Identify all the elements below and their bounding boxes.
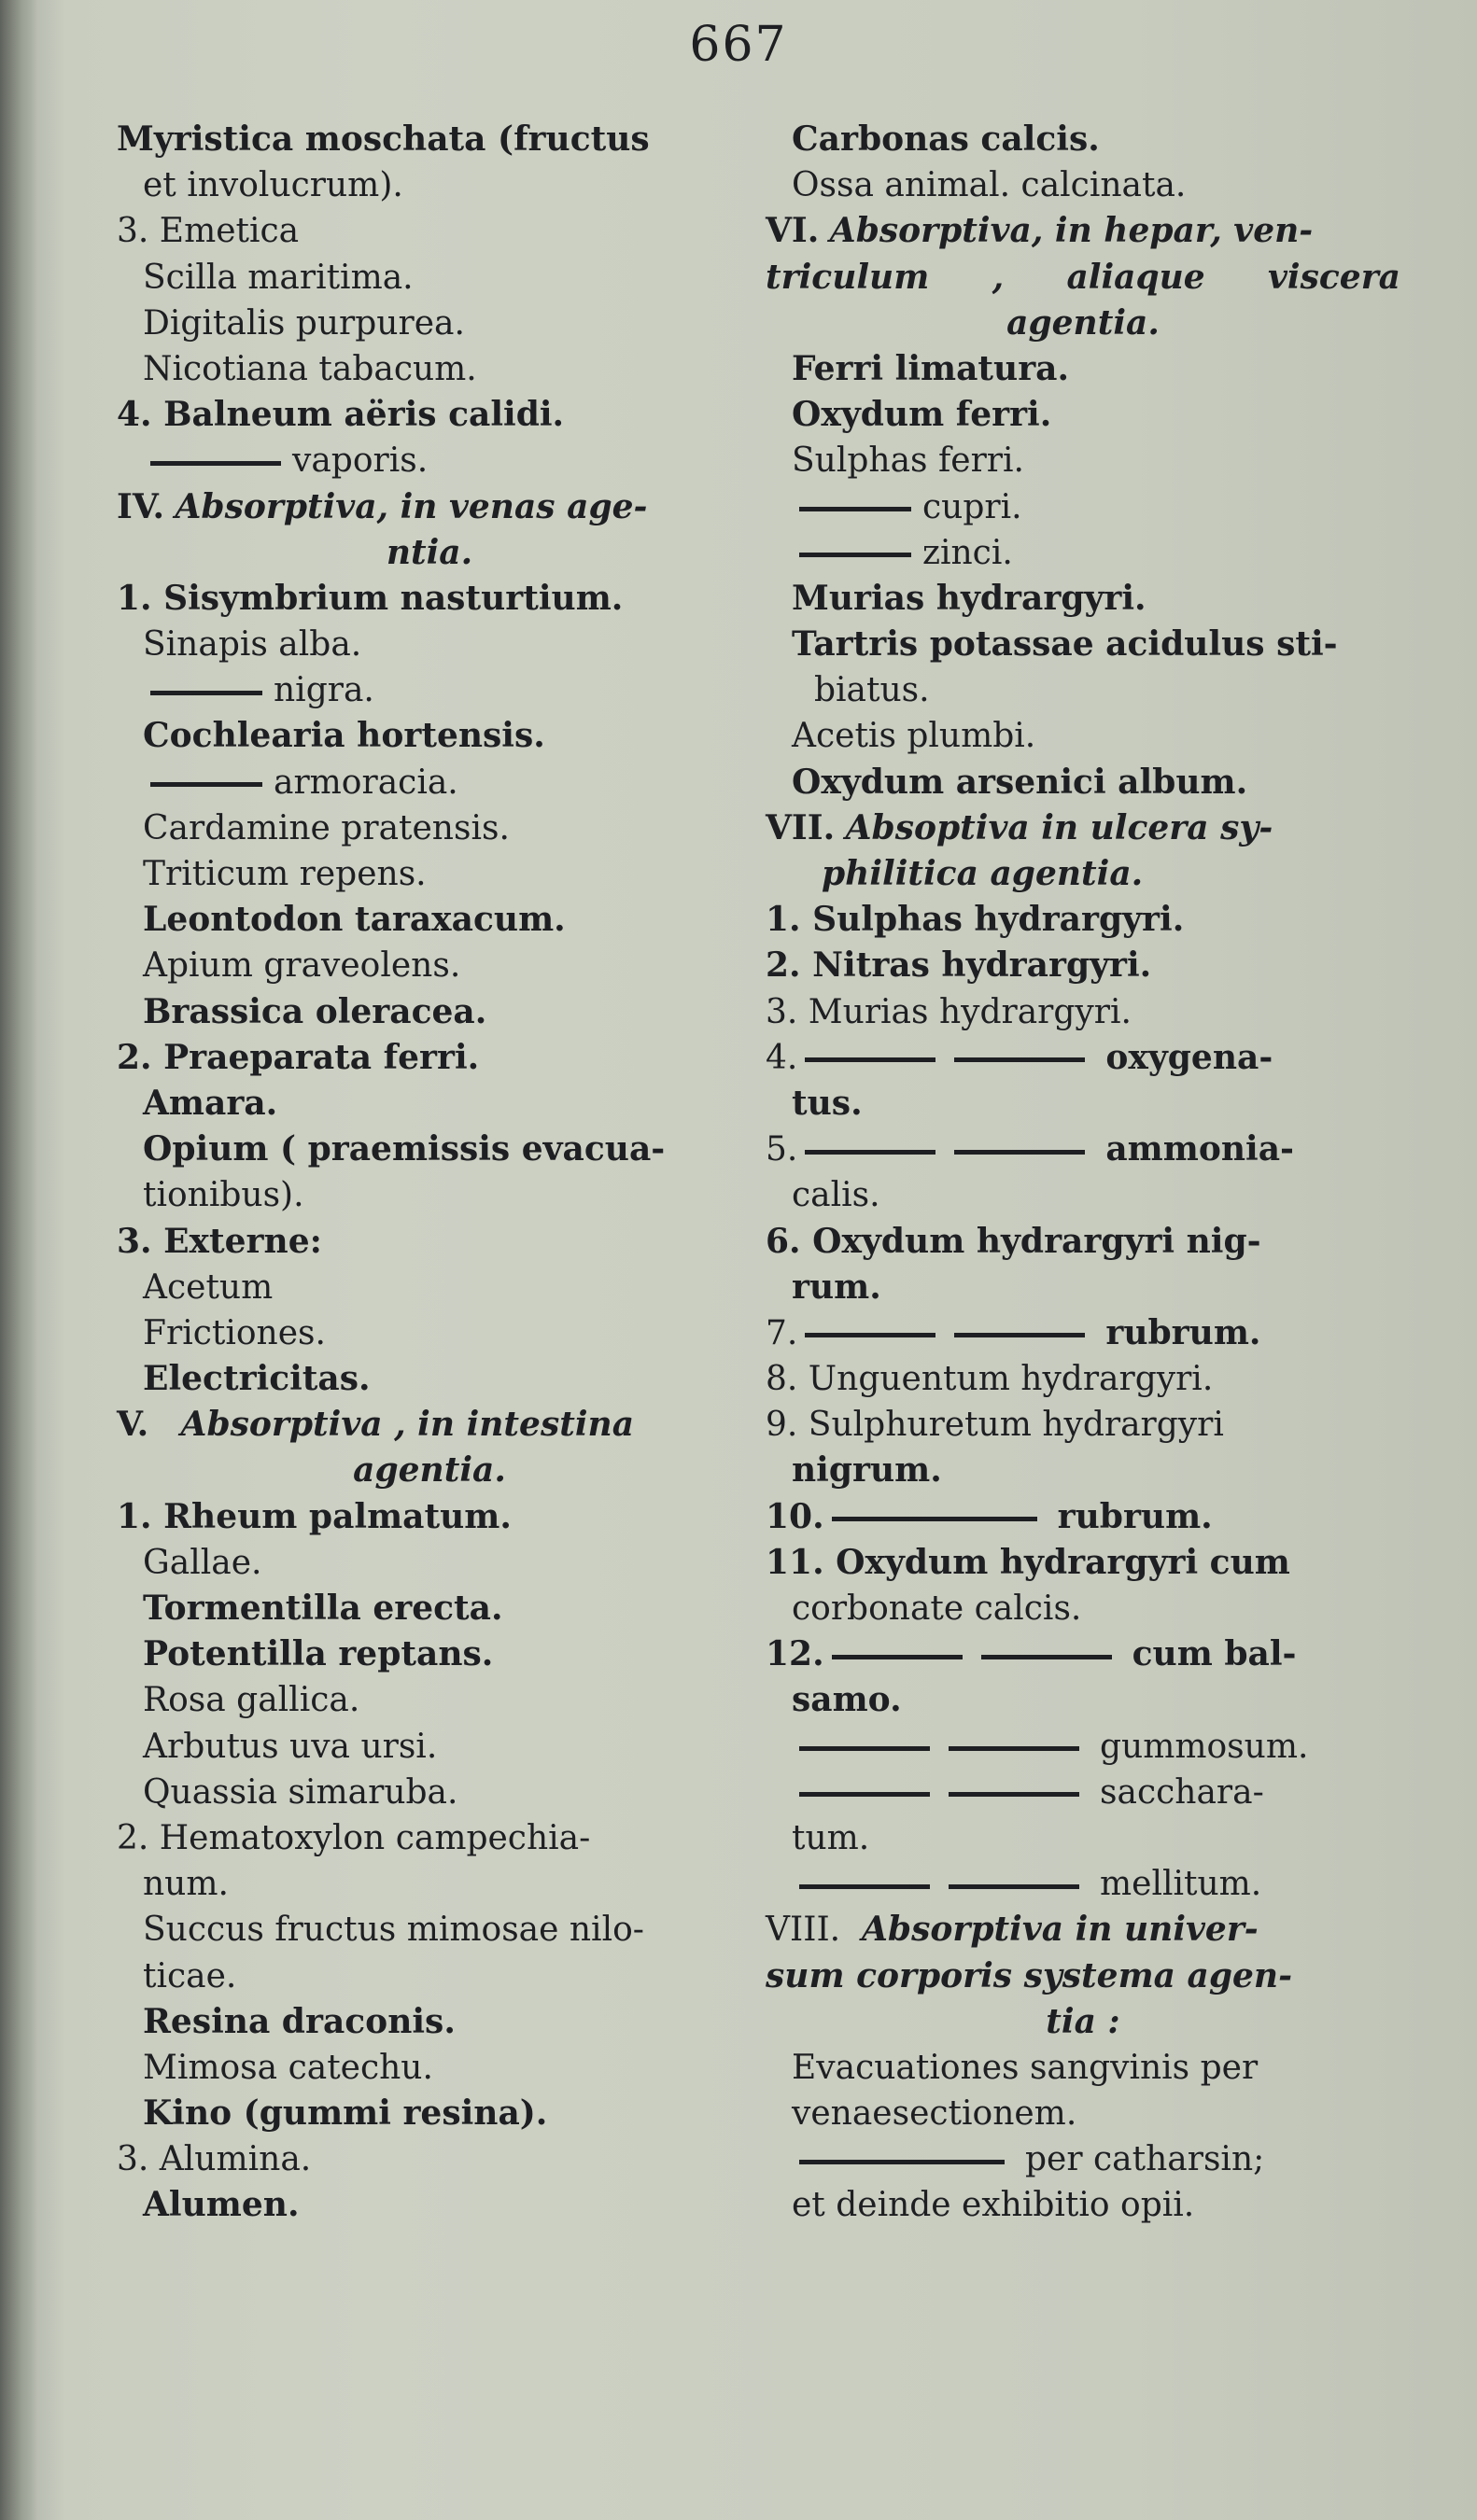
ditto-dash: [832, 1517, 1037, 1521]
section-numeral: VI.: [766, 211, 820, 251]
text-line: biatus.: [814, 671, 930, 710]
text-line: 2. Hematoxylon campechia-: [117, 1818, 591, 1857]
ditto-dash: [799, 1792, 930, 1797]
text-fragment: mellitum.: [1100, 1865, 1262, 1904]
text-line: 3. Alumina.: [117, 2140, 312, 2179]
text-line: Brassica oleracea.: [143, 991, 487, 1031]
list-number: 7.: [766, 1313, 798, 1352]
text-line: [766, 1494, 1400, 1540]
ditto-dash: [832, 1655, 963, 1659]
section-heading: [117, 484, 742, 530]
text-line: 9. Sulphuretum hydrargyri: [766, 1406, 1224, 1445]
text-line: Sinapis alba.: [143, 625, 362, 665]
text-line: 3. Externe:: [117, 1221, 322, 1261]
text-fragment: viscera: [1268, 257, 1400, 297]
text-line: [766, 1310, 1400, 1356]
ditto-dash: [981, 1655, 1112, 1659]
ditto-dash: [805, 1150, 935, 1155]
text-line: Myristica moschata (fructus: [117, 119, 650, 159]
text-line: Cochlearia hortensis.: [143, 716, 545, 756]
section-title-cont: agentia.: [1006, 302, 1160, 343]
text-line: Carbonas calcis.: [792, 119, 1100, 159]
text-line: rum.: [792, 1267, 881, 1307]
text-line: Alumen.: [143, 2185, 300, 2225]
ditto-dash: [799, 553, 911, 557]
text-line: [117, 667, 742, 713]
text-line: [766, 1724, 1400, 1770]
text-line: Rosa gallica.: [143, 1681, 360, 1720]
list-number: 5.: [766, 1130, 798, 1169]
section-heading: [117, 1402, 742, 1448]
text-line: samo.: [792, 1680, 902, 1720]
text-line: Succus fructus mimosae nilo-: [143, 1911, 644, 1950]
text-line: nigrum.: [792, 1450, 942, 1491]
text-line: Acetum: [143, 1267, 274, 1307]
section-title-cont: tia :: [1046, 2001, 1120, 2041]
text-line: 2. Praeparata ferri.: [117, 1037, 480, 1077]
ditto-dash: [805, 1333, 935, 1337]
right-column: [766, 117, 1400, 2229]
list-number: 4.: [766, 1038, 798, 1077]
text-line: venaesectionem.: [792, 2094, 1077, 2134]
section-heading: [766, 208, 1400, 254]
text-line: Tormentilla erecta.: [143, 1589, 503, 1628]
text-line: Nicotiana tabacum.: [143, 349, 477, 388]
ditto-dash: [949, 1746, 1079, 1751]
list-number: 10.: [766, 1496, 824, 1536]
text-line: Apium graveolens.: [143, 946, 461, 986]
text-line: Sulphas ferri.: [792, 441, 1024, 481]
section-title: Absorptiva, in hepar, ven-: [829, 211, 1314, 251]
text-fragment: saccharа-: [1100, 1772, 1264, 1812]
ditto-dash: [954, 1333, 1085, 1337]
ditto-dash: [150, 461, 281, 466]
ditto-dash: [799, 1884, 930, 1889]
text-line: [766, 1861, 1400, 1907]
text-line: Leontodon taraxacum.: [143, 900, 566, 940]
ditto-dash: [949, 1792, 1079, 1797]
section-title: Absorptiva in univer-: [862, 1910, 1259, 1950]
text-line: 8. Unguentum hydrargyri.: [766, 1360, 1214, 1399]
text-line: et involucrum).: [143, 166, 403, 205]
text-line: Opium ( praemissis evacua-: [143, 1129, 666, 1169]
text-line: 4. Balneum aëris calidi.: [117, 395, 565, 435]
section-title-cont: [766, 255, 1400, 301]
text-fragment: ammonia-: [1105, 1129, 1294, 1169]
ditto-dash: [150, 782, 262, 787]
text-line: [766, 1631, 1400, 1677]
section-title-cont: sum corporis systema agen-: [766, 1955, 1293, 1995]
text-fragment: cupri.: [922, 487, 1022, 526]
text-line: [766, 484, 1400, 530]
ditto-dash: [954, 1057, 1085, 1062]
ditto-dash: [949, 1884, 1079, 1889]
text-line: Amara.: [143, 1083, 278, 1123]
text-line: [766, 1035, 1400, 1081]
text-fragment: ,: [992, 257, 1005, 297]
left-column: [117, 117, 742, 2229]
text-line: Oxydum ferri.: [792, 395, 1052, 435]
text-line: Ferri limatura.: [792, 348, 1070, 388]
text-line: Oxydum arsenici album.: [792, 762, 1248, 802]
text-fragment: gummosum.: [1100, 1727, 1309, 1766]
text-line: 3. Emetica: [117, 212, 300, 251]
ditto-dash: [799, 2160, 1005, 2164]
text-line: Acetis plumbi.: [792, 717, 1036, 756]
text-line: 11. Oxydum hydrargyri cum: [766, 1542, 1290, 1582]
text-line: tum.: [792, 1818, 870, 1857]
text-line: Gallae.: [143, 1543, 262, 1582]
text-line: Resina draconis.: [143, 2001, 456, 2041]
ditto-dash: [799, 1746, 930, 1751]
text-line: Arbutus uva ursi.: [143, 1727, 438, 1766]
text-line: Cardamine pratensis.: [143, 808, 510, 847]
text-line: [766, 1770, 1400, 1815]
section-numeral: IV.: [117, 486, 165, 526]
ditto-dash: [954, 1150, 1085, 1155]
text-fragment: vaporis.: [292, 441, 429, 481]
text-fragment: rubrum.: [1105, 1312, 1261, 1352]
section-heading: [766, 1907, 1400, 1953]
text-fragment: oxygena-: [1105, 1037, 1273, 1077]
section-title: Absorptiva , in intestina: [180, 1405, 635, 1445]
text-fragment: per catharsin;: [1025, 2140, 1265, 2179]
text-line: Scilla maritima.: [143, 258, 414, 297]
text-line: num.: [143, 1865, 229, 1904]
text-fragment: zinci.: [922, 533, 1013, 572]
text-line: 1. Rheum palmatum.: [117, 1496, 512, 1536]
text-line: [766, 2136, 1400, 2182]
section-title: Absoptiva in ulcera sy-: [845, 807, 1273, 847]
section-title: Absorptiva, in venas age-: [175, 486, 648, 526]
text-line: [117, 438, 742, 483]
text-fragment: aliaque: [1066, 257, 1205, 297]
section-heading: [766, 805, 1400, 851]
text-line: Murias hydrargyri.: [792, 578, 1146, 618]
text-line: et deinde exhibitio opii.: [792, 2186, 1195, 2225]
text-line: ticae.: [143, 1956, 237, 1995]
ditto-dash: [799, 507, 911, 511]
section-title-cont: ntia.: [386, 532, 473, 572]
text-line: 1. Sulphas hydrargyri.: [766, 900, 1185, 940]
ditto-dash: [150, 691, 262, 695]
text-line: 3. Murias hydrargyri.: [766, 992, 1132, 1031]
section-numeral: V.: [117, 1405, 149, 1445]
text-fragment: rubrum.: [1057, 1496, 1213, 1536]
section-numeral: VII.: [766, 807, 836, 847]
section-numeral: VIII.: [766, 1911, 841, 1950]
text-line: tus.: [792, 1083, 863, 1123]
text-line: 6. Oxydum hydrargyri nig-: [766, 1221, 1261, 1261]
book-spine-shadow: [0, 0, 37, 2520]
text-line: Mimosa catechu.: [143, 2048, 433, 2087]
text-line: Potentilla reptans.: [143, 1634, 494, 1674]
text-line: Kino (gummi resina).: [143, 2093, 548, 2134]
text-line: Frictiones.: [143, 1313, 326, 1352]
text-line: [117, 760, 742, 805]
text-line: Quassia simaruba.: [143, 1772, 458, 1812]
text-line: Evacuationes sangvinis per: [792, 2048, 1259, 2087]
text-line: 2. Nitras hydrargyri.: [766, 945, 1152, 986]
text-line: Triticum repens.: [143, 855, 427, 893]
text-line: Tartris potassae acidulus sti-: [792, 624, 1338, 665]
page-number: 667: [689, 17, 788, 73]
text-line: corbonate calcis.: [792, 1589, 1082, 1628]
list-number: 12.: [766, 1634, 824, 1674]
text-line: Digitalis purpurea.: [143, 303, 465, 343]
text-line: tionibus).: [143, 1176, 304, 1215]
text-fragment: nigra.: [274, 671, 374, 710]
text-line: 1. Sisymbrium nasturtium.: [117, 578, 624, 618]
text-fragment: cum bal-: [1132, 1634, 1297, 1674]
section-title-cont: philitica agentia.: [822, 854, 1144, 893]
text-fragment: armoracia.: [274, 763, 458, 802]
text-line: Ossa animal. calcinata.: [792, 166, 1187, 205]
section-title-cont: agentia.: [353, 1450, 506, 1491]
text-fragment: triculum: [766, 257, 930, 297]
text-line: [766, 530, 1400, 576]
text-line: Electricitas.: [143, 1359, 371, 1399]
ditto-dash: [805, 1057, 935, 1062]
text-line: [766, 1127, 1400, 1172]
text-line: calis.: [792, 1176, 880, 1215]
